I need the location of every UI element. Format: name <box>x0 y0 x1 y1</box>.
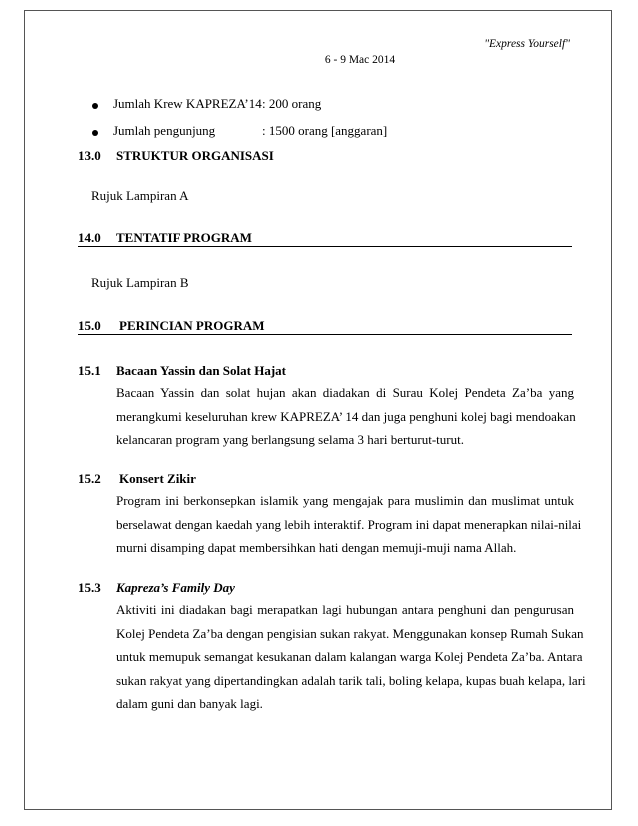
paragraph-line: Bacaan Yassin dan solat hujan akan diadakan di Surau Kolej Pendeta Za’ba yang <box>116 385 574 400</box>
subsection-paragraph <box>116 489 582 560</box>
subsection-title: Konsert Zikir <box>119 471 196 486</box>
paragraph-line: Program ini berkonsepkan islamik yang mengajak para muslimin dan muslimat untuk <box>116 493 574 508</box>
subsection-title: Bacaan Yassin dan Solat Hajat <box>116 363 286 378</box>
section-number: 14.0 <box>78 230 101 245</box>
bullet-label: Jumlah Krew KAPREZA’14 <box>113 96 262 111</box>
paragraph-line: untuk memupuk semangat kesukanan dalam kalangan warga Kolej Pendeta Za’ba. Antara <box>116 649 583 664</box>
subsection-number: 15.3 <box>78 580 101 595</box>
paragraph-line: Kolej Pendeta Za’ba dengan pengisian sukan rakyat. Menggunakan konsep Rumah Sukan <box>116 625 584 641</box>
bullet-dot-icon <box>92 130 98 136</box>
paragraph-line: sukan rakyat yang dipertandingkan adalah tarik tali, boling kelapa, kupas buah kelapa, lari <box>116 672 586 688</box>
paragraph-line: berselawat dengan kaedah yang lebih interaktif. Program ini dapat menerapkan nilai-nilai <box>116 516 582 532</box>
paragraph-line: merangkumi keseluruhan krew KAPREZA’ 14 dan juga penghuni kolej bagi mendoakan <box>116 408 576 424</box>
subsection-paragraph <box>116 598 586 716</box>
subsection-number: 15.2 <box>78 471 101 486</box>
paragraph-line: kelancaran program yang berlangsung selama 3 hari berturut-turut. <box>116 432 464 447</box>
section-body: Rujuk Lampiran A <box>91 188 189 203</box>
header-date: 6 - 9 Mac 2014 <box>324 54 396 66</box>
section-title: TENTATIF PROGRAM <box>116 230 252 245</box>
bullet-label: Jumlah pengunjung <box>113 123 216 138</box>
section-underline <box>78 246 572 247</box>
bullet-value: : 200 orang <box>262 96 322 111</box>
section-body: Rujuk Lampiran B <box>91 275 189 290</box>
paragraph-line: murni disamping dapat membersihkan hati dengan memuji-muji nama Allah. <box>116 540 517 555</box>
subsection-paragraph <box>116 381 574 452</box>
paragraph-line: Aktiviti ini diadakan bagi merapatkan lagi hubungan antara penghuni dan pengurusan <box>116 602 574 617</box>
section-underline <box>78 334 572 335</box>
bullet-dot-icon <box>92 103 98 109</box>
subsection-number: 15.1 <box>78 363 101 378</box>
subsection-title: Kapreza’s Family Day <box>116 580 235 595</box>
header-tagline: "Express Yourself" <box>484 38 570 50</box>
section-number: 15.0 <box>78 318 101 333</box>
section-title: STRUKTUR ORGANISASI <box>116 148 274 163</box>
paragraph-line: dalam guni dan banyak lagi. <box>116 696 263 711</box>
section-number: 13.0 <box>78 148 101 163</box>
section-title: PERINCIAN PROGRAM <box>119 318 265 333</box>
bullet-value: : 1500 orang [anggaran] <box>262 123 388 138</box>
